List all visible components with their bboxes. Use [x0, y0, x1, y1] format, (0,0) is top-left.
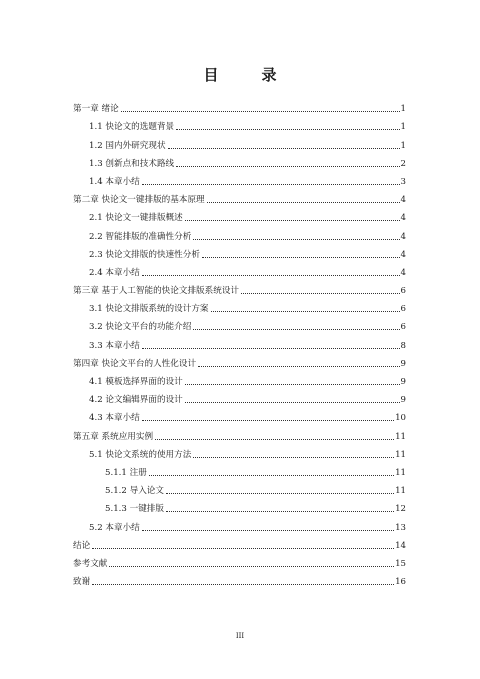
toc-entry-label: 2.2 智能排版的准确性分析: [89, 231, 192, 242]
toc-entry-page: 6: [400, 286, 406, 297]
toc-entry-page: 4: [400, 267, 406, 278]
toc-entry[interactable]: [73, 314, 406, 332]
toc-entry-page: 6: [400, 304, 406, 315]
toc-entry-page: 4: [400, 195, 406, 206]
toc-entry-label: 4.1 模板选择界面的设计: [89, 377, 183, 387]
toc-leader-dots: [149, 475, 394, 476]
toc-entry-label: 3.3 本章小结: [89, 340, 140, 351]
toc-entry-label: 2.3 快论文排版的快速性分析: [89, 249, 200, 260]
toc-entry-label: 致谢: [73, 577, 91, 588]
toc-entry-page: 1: [400, 104, 406, 115]
page-number: III: [235, 632, 245, 640]
toc-entry-label: 3.1 快论文排版系统的设计方案: [89, 304, 209, 315]
toc-entry-label: 第一章 绪论: [73, 104, 119, 115]
toc-entry-label: 2.1 快论文一键排版概述: [89, 213, 183, 224]
toc-entry-label: 第三章 基于人工智能的快论文排版系统设计: [73, 286, 240, 297]
toc-entry[interactable]: [73, 551, 406, 569]
toc-entry-page: 1: [400, 140, 406, 151]
toc-entry[interactable]: [73, 151, 406, 169]
toc-entry[interactable]: [73, 296, 406, 314]
toc-entry-label: 第五章 系统应用实例: [73, 431, 154, 442]
toc-leader-dots: [92, 548, 394, 549]
toc-entry-label: 1.4 本章小结: [89, 176, 140, 187]
toc-leader-dots: [202, 257, 400, 258]
toc-entry[interactable]: [73, 205, 406, 223]
toc-entry[interactable]: [73, 278, 406, 296]
toc-leader-dots: [121, 111, 400, 112]
toc-leader-dots: [142, 420, 394, 421]
toc-entry[interactable]: [73, 351, 406, 369]
toc-leader-dots: [193, 239, 399, 240]
toc-leader-dots: [185, 220, 400, 221]
toc-entry[interactable]: [73, 442, 406, 460]
toc-entry[interactable]: [73, 460, 406, 478]
toc-leader-dots: [211, 311, 400, 312]
toc-entry-page: 11: [395, 467, 406, 478]
toc-entry[interactable]: [73, 369, 406, 387]
toc-entry[interactable]: [73, 387, 406, 405]
toc-leader-dots: [185, 402, 400, 403]
toc-entry-page: 1: [400, 122, 406, 133]
toc-entry-page: 11: [395, 486, 406, 497]
toc-entry-label: 结论: [73, 540, 91, 551]
toc-leader-dots: [193, 457, 394, 458]
toc-entry[interactable]: [73, 187, 406, 205]
toc-leader-dots: [142, 530, 394, 531]
toc-leader-dots: [142, 275, 400, 276]
toc-entry-label: 第四章 快论文平台的人性化设计: [73, 358, 197, 369]
toc-leader-dots: [142, 348, 400, 349]
toc-entry-label: 1.2 国内外研究现状: [89, 140, 166, 151]
toc-entry-label: 参考文献: [73, 558, 108, 569]
toc-leader-dots: [241, 293, 400, 294]
toc-entry[interactable]: [73, 260, 406, 278]
toc-entry-page: 15: [395, 558, 406, 569]
toc-entry-label: 5.2 本章小结: [89, 522, 140, 533]
toc-leader-dots: [168, 148, 400, 149]
toc-entry[interactable]: [73, 96, 406, 114]
toc-entry-label: 5.1.2 导入论文: [105, 486, 164, 497]
toc-entry[interactable]: [73, 132, 406, 150]
toc-entry-label: 第二章 快论文一键排版的基本原理: [73, 195, 205, 206]
toc-leader-dots: [176, 129, 399, 130]
toc-entry-page: 4: [400, 231, 406, 242]
table-of-contents: [73, 96, 406, 587]
toc-leader-dots: [142, 184, 400, 185]
toc-leader-dots: [185, 384, 400, 385]
toc-entry[interactable]: [73, 514, 406, 532]
toc-entry[interactable]: [73, 478, 406, 496]
toc-entry-page: 3: [400, 176, 406, 187]
toc-entry-page: 4: [400, 249, 406, 260]
toc-entry[interactable]: [73, 423, 406, 441]
toc-entry[interactable]: [73, 496, 406, 514]
toc-entry[interactable]: [73, 242, 406, 260]
toc-entry[interactable]: [73, 169, 406, 187]
toc-entry[interactable]: [73, 569, 406, 587]
toc-entry-label: 5.1.1 注册: [105, 467, 147, 478]
toc-entry-page: 14: [395, 540, 406, 551]
toc-entry-page: 13: [395, 522, 406, 533]
toc-leader-dots: [198, 366, 399, 367]
toc-entry-label: 5.1.3 一键排版: [105, 504, 164, 515]
toc-leader-dots: [109, 566, 394, 567]
toc-entry-page: 8: [400, 340, 406, 351]
toc-entry-label: 1.3 创新点和技术路线: [89, 158, 175, 169]
toc-leader-dots: [155, 439, 394, 440]
toc-entry-page: 9: [400, 377, 406, 387]
toc-entry-label: 4.3 本章小结: [89, 413, 140, 424]
toc-entry[interactable]: [73, 533, 406, 551]
toc-entry-page: 2: [400, 158, 406, 169]
toc-entry-page: 4: [400, 213, 406, 224]
toc-entry-page: 6: [400, 322, 406, 333]
toc-leader-dots: [166, 511, 394, 512]
toc-entry-page: 16: [395, 577, 406, 588]
toc-entry-label: 1.1 快论文的选题背景: [89, 122, 175, 133]
toc-entry[interactable]: [73, 223, 406, 241]
toc-entry-page: 9: [400, 395, 406, 406]
toc-leader-dots: [207, 202, 400, 203]
toc-leader-dots: [166, 493, 394, 494]
toc-entry[interactable]: [73, 405, 406, 423]
toc-title: 目 录: [203, 66, 291, 84]
toc-entry-label: 2.4 本章小结: [89, 267, 140, 278]
toc-entry-label: 3.2 快论文平台的功能介绍: [89, 322, 192, 333]
toc-leader-dots: [92, 584, 394, 585]
toc-leader-dots: [193, 329, 399, 330]
toc-entry-page: 9: [400, 358, 406, 369]
toc-entry[interactable]: [73, 332, 406, 350]
toc-entry-page: 10: [395, 413, 406, 424]
toc-entry-page: 11: [395, 431, 406, 442]
toc-leader-dots: [176, 166, 399, 167]
toc-entry-label: 4.2 论文编辑界面的设计: [89, 395, 183, 406]
toc-entry-page: 11: [395, 449, 406, 460]
toc-entry[interactable]: [73, 114, 406, 132]
toc-entry-page: 12: [395, 504, 406, 515]
toc-entry-label: 5.1 快论文系统的使用方法: [89, 449, 192, 460]
